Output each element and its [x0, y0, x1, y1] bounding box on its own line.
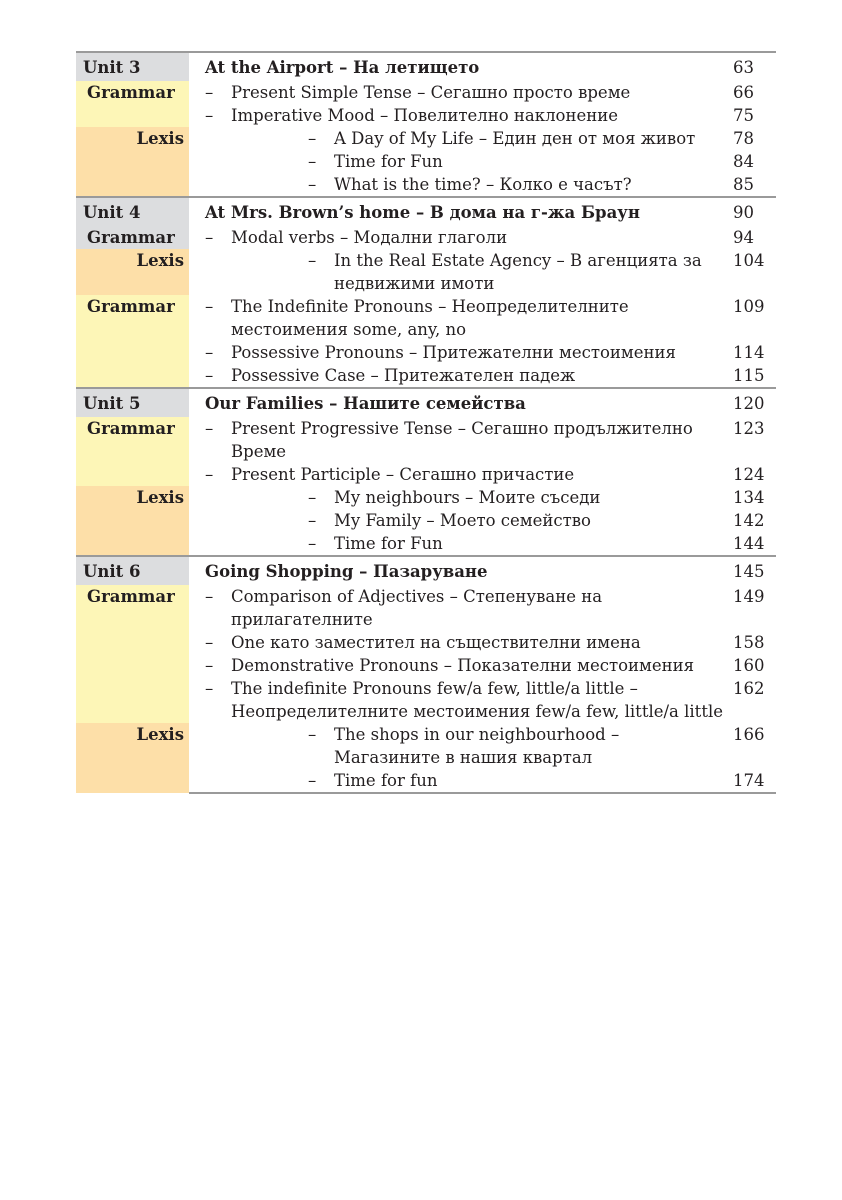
grammar-entry	[205, 417, 725, 463]
entry-title: The shops in our neighbourhood – Магазините в нашия квартал	[334, 725, 620, 767]
unit-title: At Mrs. Brown’s home – В дома на г-жа Браун	[205, 203, 640, 222]
unit-label: Unit 3	[76, 52, 189, 81]
lexis-entry	[205, 509, 725, 532]
toc-entry-row	[76, 486, 776, 509]
entry-title: Time for Fun	[334, 152, 443, 171]
entry-text-cell	[189, 585, 725, 631]
entry-page-number: 109	[733, 297, 765, 316]
toc-entry-row	[76, 295, 776, 341]
dash-bullet: –	[308, 175, 317, 194]
dash-bullet: –	[205, 465, 214, 484]
dash-bullet: –	[205, 297, 214, 316]
entry-text-cell	[189, 532, 725, 556]
entry-title: Present Simple Tense – Сегашно просто време	[231, 83, 631, 102]
unit-page-number: 145	[733, 562, 765, 581]
grammar-entry	[205, 341, 725, 364]
entry-page-number: 123	[733, 419, 765, 438]
entry-text-cell	[189, 463, 725, 486]
entry-page-number: 114	[733, 343, 765, 362]
entry-title: Imperative Mood – Повелително наклонение	[231, 106, 619, 125]
dash-bullet: –	[205, 106, 214, 125]
entry-text-cell	[189, 341, 725, 364]
unit-page-number: 90	[733, 203, 754, 222]
entry-page-number: 158	[733, 633, 765, 652]
grammar-section-label: Grammar	[76, 81, 189, 127]
entry-title: What is the time? – Колко е часът?	[334, 175, 632, 194]
entry-page-number: 166	[733, 725, 765, 744]
grammar-entry	[205, 654, 725, 677]
toc-entry-row	[76, 226, 776, 249]
unit-page-number: 63	[733, 58, 754, 77]
entry-page-number: 142	[733, 511, 765, 530]
entry-text-cell	[189, 364, 725, 388]
dash-bullet: –	[205, 343, 214, 362]
unit-row	[76, 197, 776, 226]
grammar-entry	[205, 463, 725, 486]
grammar-section-label: Grammar	[76, 295, 189, 388]
entry-text-cell	[189, 127, 725, 150]
unit-label: Unit 4	[76, 197, 189, 226]
entry-text-cell	[189, 654, 725, 677]
entry-text-cell	[189, 173, 725, 197]
lexis-entry	[205, 150, 725, 173]
entry-title: My neighbours – Моите съседи	[334, 488, 601, 507]
entry-text-cell	[189, 723, 725, 769]
entry-page-number: 144	[733, 534, 765, 553]
dash-bullet: –	[205, 679, 214, 698]
dash-bullet: –	[308, 251, 317, 270]
entry-text-cell	[189, 417, 725, 463]
entry-text-cell	[189, 769, 725, 793]
entry-title: The indefinite Pronouns few/a few, little/a little – Неопределителните местоимения few/a few, little/a little	[231, 679, 723, 721]
toc-entry-row	[76, 249, 776, 295]
lexis-entry	[205, 532, 725, 555]
unit-title: At the Airport – На летището	[205, 58, 480, 77]
unit-title-cell	[189, 556, 725, 585]
unit-title-cell	[189, 52, 725, 81]
entry-page-number: 94	[733, 228, 754, 247]
lexis-entry	[205, 769, 725, 792]
entry-title: Time for fun	[334, 771, 438, 790]
unit-title-cell	[189, 197, 725, 226]
unit-label: Unit 6	[76, 556, 189, 585]
entry-title: In the Real Estate Agency – В агенцията за недвижими имоти	[334, 251, 702, 293]
grammar-entry	[205, 677, 725, 723]
dash-bullet: –	[308, 725, 317, 744]
dash-bullet: –	[205, 587, 214, 606]
lexis-section-label: Lexis	[76, 249, 189, 295]
entry-text-cell	[189, 677, 725, 723]
dash-bullet: –	[205, 228, 214, 247]
entry-title: Present Participle – Сегашно причастие	[231, 465, 575, 484]
lexis-section-label: Lexis	[76, 486, 189, 556]
entry-page-number: 85	[733, 175, 754, 194]
entry-title: Modal verbs – Модални глаголи	[231, 228, 508, 247]
entry-title: Possessive Pronouns – Притежателни местоимения	[231, 343, 676, 362]
unit-row	[76, 388, 776, 417]
entry-text-cell	[189, 509, 725, 532]
grammar-entry	[205, 81, 725, 104]
entry-title: Possessive Case – Притежателен падеж	[231, 366, 576, 385]
unit-page-number: 120	[733, 394, 765, 413]
entry-page-number: 78	[733, 129, 754, 148]
entry-page-number: 160	[733, 656, 765, 675]
dash-bullet: –	[308, 129, 317, 148]
entry-text-cell	[189, 226, 725, 249]
entry-page-number: 104	[733, 251, 765, 270]
toc-entry-row	[76, 723, 776, 769]
unit-title: Our Families – Нашите семейства	[205, 394, 526, 413]
entry-page-number: 75	[733, 106, 754, 125]
dash-bullet: –	[205, 656, 214, 675]
entry-text-cell	[189, 486, 725, 509]
grammar-section-label: Grammar	[76, 585, 189, 723]
dash-bullet: –	[308, 488, 317, 507]
entry-page-number: 174	[725, 769, 776, 793]
toc-body	[76, 52, 776, 793]
grammar-entry	[205, 631, 725, 654]
dash-bullet: –	[205, 366, 214, 385]
entry-title: One като заместител на съществителни имена	[231, 633, 641, 652]
entry-text-cell	[189, 631, 725, 654]
entry-page-number: 66	[733, 83, 754, 102]
entry-page-number: 84	[733, 152, 754, 171]
grammar-entry	[205, 364, 725, 387]
entry-page-number: 115	[733, 366, 765, 385]
unit-row	[76, 52, 776, 81]
dash-bullet: –	[308, 152, 317, 171]
grammar-section-label: Grammar	[76, 226, 189, 249]
entry-page-number: 162	[733, 679, 765, 698]
grammar-entry	[205, 226, 725, 249]
unit-title-cell	[189, 388, 725, 417]
entry-page-number: 124	[733, 465, 765, 484]
entry-title: Time for Fun	[334, 534, 443, 553]
lexis-entry	[205, 249, 725, 295]
grammar-section-label: Grammar	[76, 417, 189, 486]
lexis-entry	[205, 723, 725, 769]
entry-text-cell	[189, 249, 725, 295]
dash-bullet: –	[205, 633, 214, 652]
entry-text-cell	[189, 104, 725, 127]
lexis-entry	[205, 486, 725, 509]
grammar-entry	[205, 104, 725, 127]
entry-title: Demonstrative Pronouns – Показателни местоимения	[231, 656, 695, 675]
entry-text-cell	[189, 295, 725, 341]
entry-title: A Day of My Life – Един ден от моя живот	[334, 129, 696, 148]
toc-entry-row	[76, 585, 776, 631]
table-of-contents	[76, 51, 776, 794]
grammar-entry	[205, 295, 725, 341]
entry-text-cell	[189, 81, 725, 104]
toc-entry-row	[76, 417, 776, 463]
lexis-section-label: Lexis	[76, 127, 189, 197]
entry-title: Comparison of Adjectives – Степенуване на прилагателните	[231, 587, 603, 629]
dash-bullet: –	[308, 511, 317, 530]
dash-bullet: –	[308, 771, 317, 790]
toc-entry-row	[76, 81, 776, 104]
lexis-entry	[205, 127, 725, 150]
entry-title: Present Progressive Tense – Сегашно продължително Време	[231, 419, 693, 461]
unit-title: Going Shopping – Пазаруване	[205, 562, 488, 581]
entry-page-number: 149	[733, 587, 765, 606]
dash-bullet: –	[308, 534, 317, 553]
entry-page-number: 134	[733, 488, 765, 507]
entry-title: The Indefinite Pronouns – Неопределителните местоимения some, any, no	[231, 297, 629, 339]
entry-title: My Family – Моето семейство	[334, 511, 591, 530]
entry-text-cell	[189, 150, 725, 173]
dash-bullet: –	[205, 83, 214, 102]
unit-row	[76, 556, 776, 585]
lexis-entry	[205, 173, 725, 196]
lexis-section-label: Lexis	[76, 723, 189, 793]
dash-bullet: –	[205, 419, 214, 438]
grammar-entry	[205, 585, 725, 631]
unit-label: Unit 5	[76, 388, 189, 417]
toc-entry-row	[76, 127, 776, 150]
